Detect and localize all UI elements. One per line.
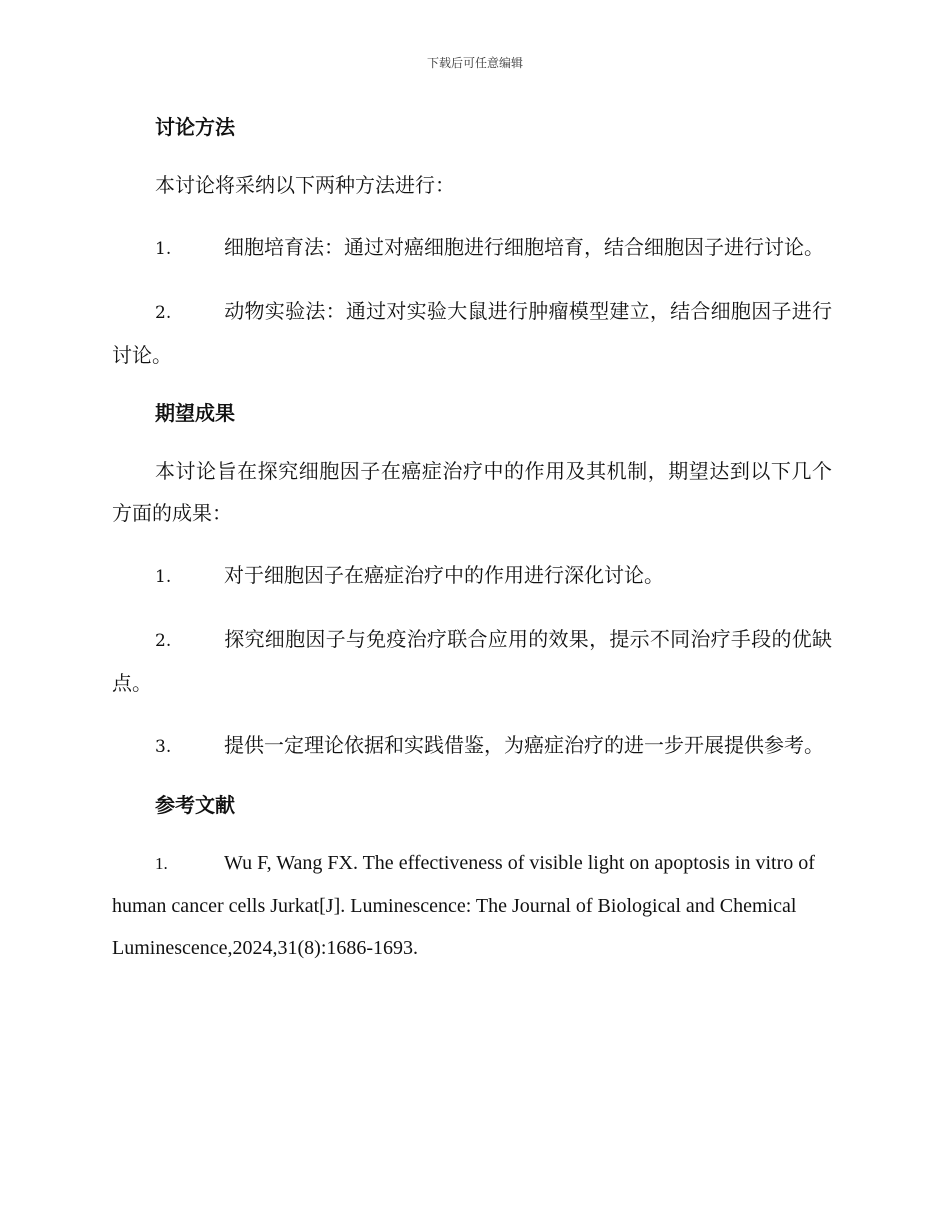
- list-item: [112, 290, 832, 376]
- reference-text: Wu F, Wang FX. The effectiveness of visible light on apoptosis in vitro of human cancer cells Jurkat[J]. Luminescence: The Journal of Biological and Chemical Luminescence,2024,31(8):1686-1693.: [112, 852, 815, 959]
- list-item-number: 3.: [155, 737, 172, 757]
- references-heading: 参考文献: [155, 793, 235, 817]
- outcomes-heading: 期望成果: [155, 401, 235, 425]
- list-item: [112, 226, 832, 270]
- methods-intro: 本讨论将采纳以下两种方法进行：: [155, 173, 455, 197]
- document-body: [112, 110, 832, 969]
- page-header: 下载后可任意编辑: [426, 56, 523, 70]
- reference-number: 1.: [155, 854, 168, 873]
- list-item-number: 2.: [155, 303, 172, 323]
- list-item-number: 1.: [155, 567, 172, 587]
- list-item: [112, 724, 832, 768]
- list-item-text: 对于细胞因子在癌症治疗中的作用进行深化讨论。: [224, 563, 664, 587]
- list-item-text: 细胞培育法：通过对癌细胞进行细胞培育，结合细胞因子进行讨论。: [224, 235, 824, 259]
- reference-item: [112, 842, 832, 969]
- list-item-text: 探究细胞因子与免疫治疗联合应用的效果，提示不同治疗手段的优缺点。: [112, 627, 832, 695]
- list-item-number: 2.: [155, 631, 172, 651]
- list-item: [112, 618, 832, 704]
- methods-heading: 讨论方法: [155, 115, 235, 139]
- list-item-number: 1.: [155, 239, 172, 259]
- list-item: [112, 554, 832, 598]
- list-item-text: 动物实验法：通过对实验大鼠进行肿瘤模型建立，结合细胞因子进行讨论。: [112, 299, 832, 367]
- outcomes-intro: 本讨论旨在探究细胞因子在癌症治疗中的作用及其机制，期望达到以下几个方面的成果：: [112, 459, 832, 525]
- list-item-text: 提供一定理论依据和实践借鉴，为癌症治疗的进一步开展提供参考。: [224, 733, 824, 757]
